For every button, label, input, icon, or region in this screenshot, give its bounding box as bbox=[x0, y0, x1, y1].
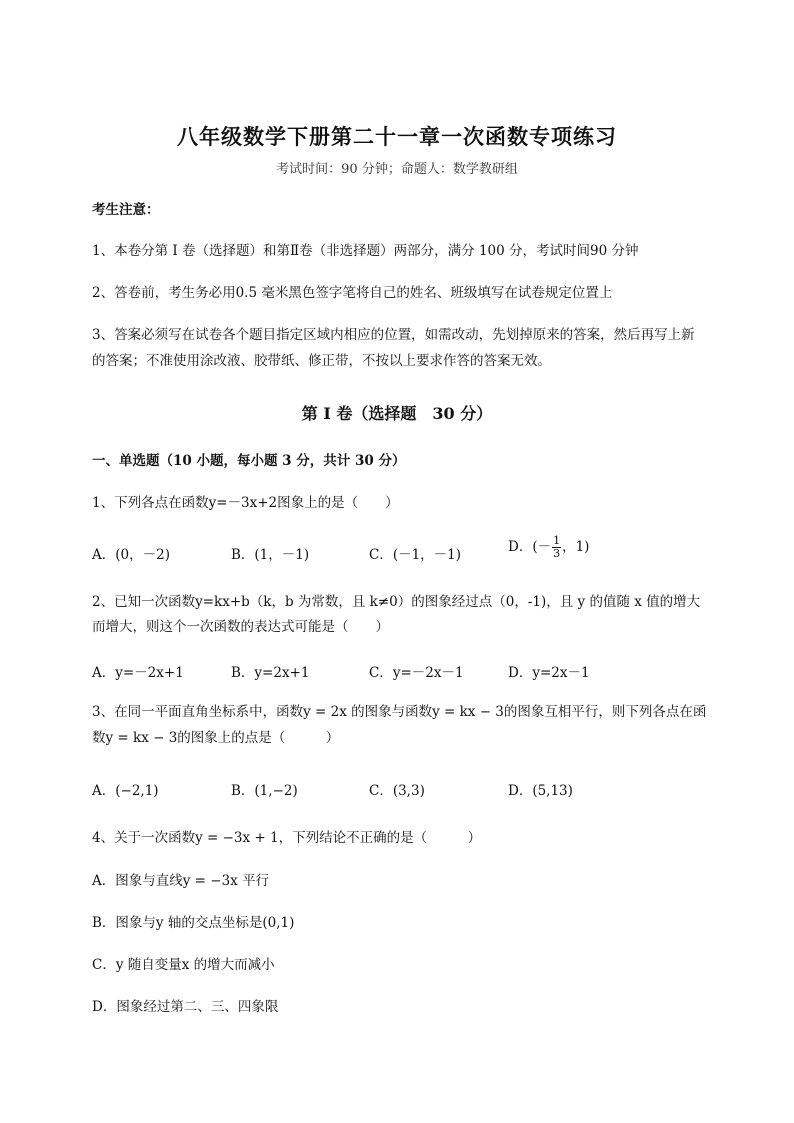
q2-stem-line-1: 2、已知一次函数y=kx+b（k，b 为常数，且 k≠0）的图象经过点（0，-1)，且 y 的值随 x 值的增大 bbox=[92, 594, 701, 610]
part-heading: 一、单选题（10 小题，每小题 3 分，共计 30 分） bbox=[92, 453, 406, 469]
fraction bbox=[552, 535, 561, 560]
q4-option-b: B．图象与y 轴的交点坐标是(0,1) bbox=[92, 915, 295, 931]
q4-option-a: A．图象与直线y = −3x 平行 bbox=[92, 873, 270, 889]
q1-stem: 1、下列各点在函数y=－3x+2图象上的是（ ） bbox=[92, 495, 399, 511]
q1-option-d-prefix: D．(－ bbox=[508, 539, 552, 555]
fraction-denominator: 3 bbox=[553, 547, 561, 560]
fraction-numerator: 1 bbox=[553, 534, 561, 547]
page-title: 八年级数学下册第二十一章一次函数专项练习 bbox=[177, 124, 617, 149]
q3-stem-line-1: 3、在同一平面直角坐标系中，函数y = 2x 的图象与函数y = kx − 3的图象互相平行，则下列各点在函 bbox=[92, 704, 707, 720]
notice-item-3: 3、答案必须写在试卷各个题目指定区域内相应的位置，如需改动，先划掉原来的答案，然后再写上新 bbox=[92, 327, 695, 343]
q1-option-a: A．(0，－2) bbox=[92, 547, 170, 563]
q1-option-d-suffix: ，1) bbox=[562, 539, 590, 555]
q2-option-d: D．y=2x－1 bbox=[508, 665, 590, 681]
notice-item-3-continued: 的答案；不准使用涂改液、胶带纸、修正带，不按以上要求作答的答案无效。 bbox=[92, 353, 551, 369]
q1-option-b: B．(1，－1) bbox=[231, 547, 310, 563]
notice-item-1: 1、本卷分第 I 卷（选择题）和第Ⅱ卷（非选择题）两部分，满分 100 分，考试时间90 分钟 bbox=[92, 243, 639, 259]
q4-option-c: C．y 随自变量x 的增大而减小 bbox=[92, 957, 275, 973]
q4-option-d: D．图象经过第二、三、四象限 bbox=[92, 999, 279, 1015]
notice-item-2: 2、答卷前，考生务必用0.5 毫米黑色签字笔将自己的姓名、班级填写在试卷规定位置上 bbox=[92, 285, 613, 301]
q4-stem: 4、关于一次函数y = −3x + 1，下列结论不正确的是（ ） bbox=[92, 830, 482, 846]
q3-option-a: A．(−2,1) bbox=[92, 783, 159, 799]
q2-option-a: A．y=－2x+1 bbox=[92, 665, 184, 681]
section-title: 第 I 卷（选择题 30 分） bbox=[301, 404, 493, 423]
q3-stem-line-2: 数y = kx − 3的图象上的点是（ ） bbox=[92, 730, 340, 746]
page-subtitle: 考试时间：90 分钟；命题人：数学教研组 bbox=[276, 162, 518, 177]
q1-option-d bbox=[508, 535, 589, 560]
notice-heading: 考生注意： bbox=[92, 202, 160, 218]
q2-option-b: B．y=2x+1 bbox=[231, 665, 310, 681]
q2-option-c: C．y=－2x－1 bbox=[369, 665, 464, 681]
q3-option-b: B．(1,−2) bbox=[231, 783, 298, 799]
q2-stem-line-2: 而增大，则这个一次函数的表达式可能是（ ） bbox=[92, 619, 389, 635]
q1-option-c: C．(－1，－1) bbox=[369, 547, 462, 563]
q3-option-d: D．(5,13) bbox=[508, 783, 573, 799]
q3-option-c: C．(3,3) bbox=[369, 783, 425, 799]
